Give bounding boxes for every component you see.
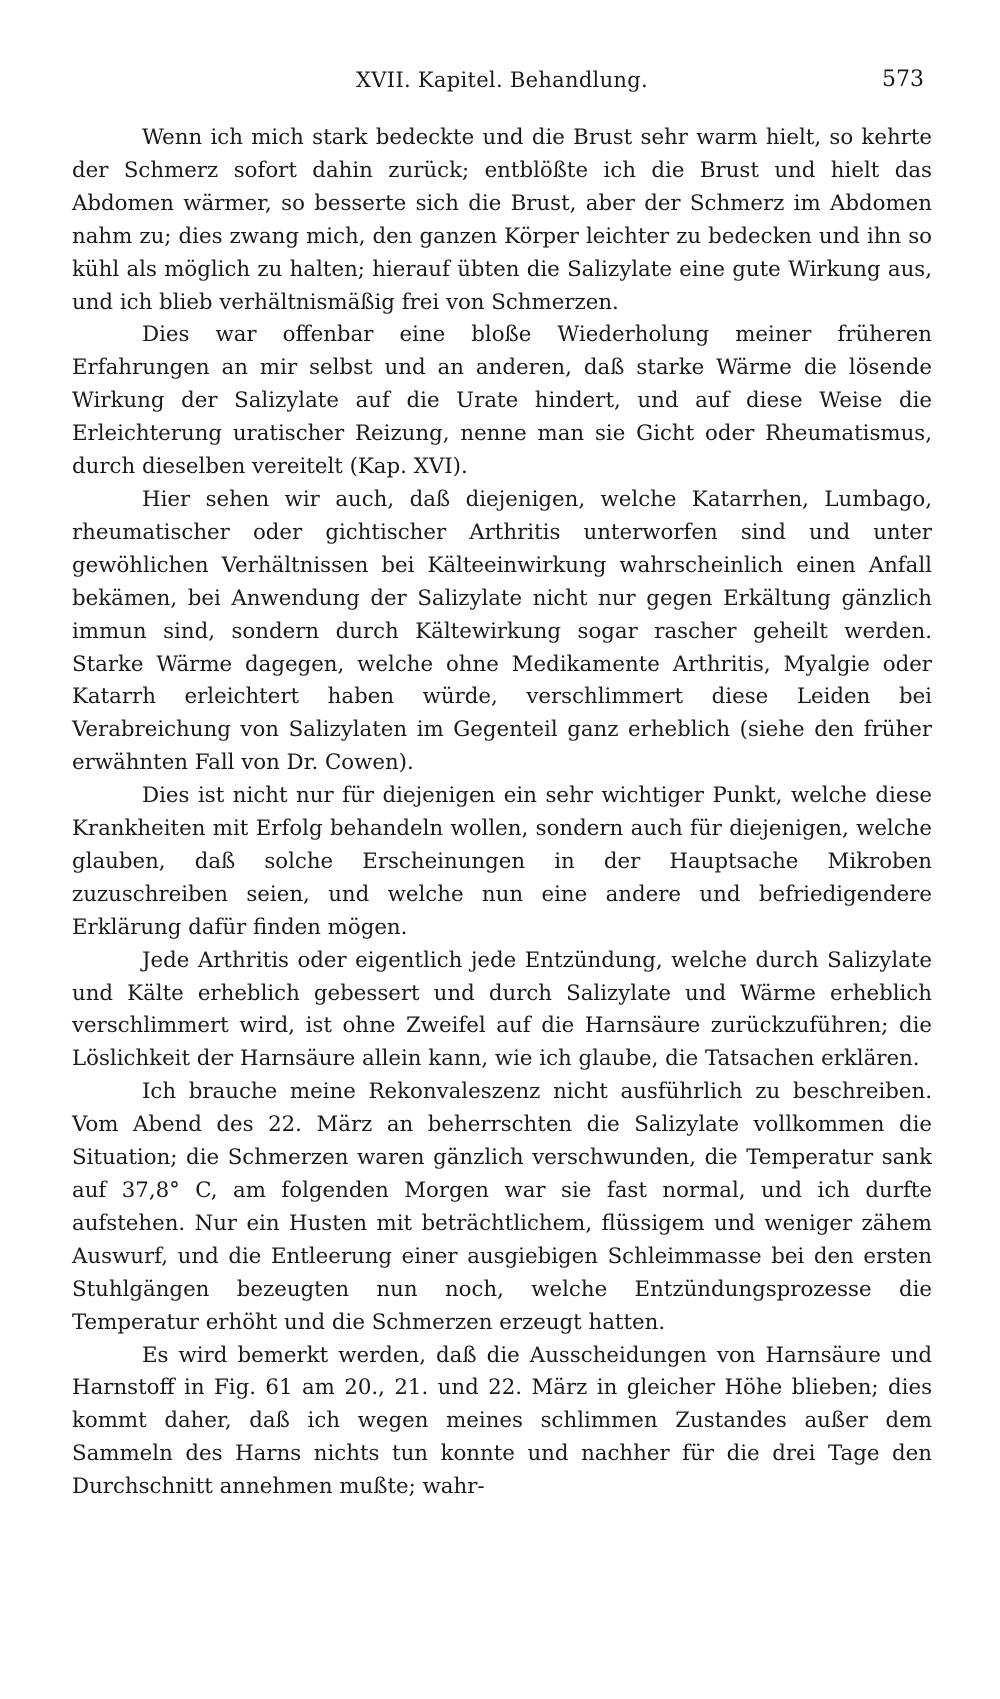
running-head	[72, 62, 932, 98]
paragraph: Es wird bemerkt werden, daß die Ausscheidungen von Harnsäure und Harnstoff in Fig. 61 am 20., 21. und 22. März in gleicher Höhe blieben; dies kommt daher, daß ich wegen meines schlimmen Zustandes außer dem Sammeln des Harns nichts tun konnte und nachher für die drei Tage den Durchschnitt annehmen mußte; wahr-	[72, 1342, 932, 1500]
paragraph: Hier sehen wir auch, daß diejenigen, welche Katarrhen, Lumbago, rheumatischer oder gichtischer Arthritis unterworfen sind und unter gewöhlichen Verhältnissen bei Kälteeinwirkung wahrscheinlich einen Anfall bekämen, bei Anwendung der Salizylate nicht nur gegen Erkältung gänzlich immun sind, sondern durch Kältewirkung sogar rascher geheilt werden. Starke Wärme dagegen, welche ohne Medikamente Arthritis, Myalgie oder Katarrh erleichtert haben würde, verschlimmert diese Leiden bei Verabreichung von Salizylaten im Gegenteil ganz erheblich (siehe den früher erwähnten Fall von Dr. Cowen).	[72, 486, 932, 776]
paragraph: Dies war offenbar eine bloße Wiederholung meiner früheren Erfahrungen an mir selbst und an anderen, daß starke Wärme die lösende Wirkung der Salizylate auf die Urate hindert, und auf diese Weise die Erleichterung uratischer Reizung, nenne man sie Gicht oder Rheumatismus, durch dieselben vereitelt (Kap. XVI).	[72, 322, 932, 480]
paragraph: Jede Arthritis oder eigentlich jede Entzündung, welche durch Salizylate und Kälte erheblich gebessert und durch Salizylate und Wärme erheblich verschlimmert wird, ist ohne Zweifel auf die Harnsäure zurückzuführen; die Löslichkeit der Harnsäure allein kann, wie ich glaube, die Tatsachen erklären.	[72, 947, 932, 1072]
body-text	[72, 122, 932, 1504]
paragraph: Dies ist nicht nur für diejenigen ein sehr wichtiger Punkt, welche diese Krankheiten mit Erfolg behandeln wollen, sondern auch für diejenigen, welche glauben, daß solche Erscheinungen in der Hauptsache Mikroben zuzuschreiben seien, und welche nun eine andere und befriedigendere Erklärung dafür finden mögen.	[72, 783, 932, 940]
page-number: 573	[882, 67, 924, 92]
paragraph: Wenn ich mich stark bedeckte und die Brust sehr warm hielt, so kehrte der Schmerz sofort dahin zurück; entblößte ich die Brust und hielt das Abdomen wärmer, so besserte sich die Brust, aber der Schmerz im Abdomen nahm zu; dies zwang mich, den ganzen Körper leichter zu bedecken und ihn so kühl als möglich zu halten; hierauf übten die Salizylate eine gute Wirkung aus, und ich blieb verhältnismäßig frei von Schmerzen.	[72, 125, 932, 315]
paragraph: Ich brauche meine Rekonvaleszenz nicht ausführlich zu beschreiben. Vom Abend des 22. März an beherrschten die Salizylate vollkommen die Situation; die Schmerzen waren gänzlich verschwunden, die Temperatur sank auf 37,8° C, am folgenden Morgen war sie fast normal, und ich durfte aufstehen. Nur ein Husten mit beträchtlichem, flüssigem und weniger zähem Auswurf, und die Entleerung einer ausgiebigen Schleimmasse bei den ersten Stuhlgängen bezeugten nun noch, welche Entzündungsprozesse die Temperatur erhöht und die Schmerzen erzeugt hatten.	[72, 1079, 932, 1335]
chapter-title: XVII. Kapitel. Behandlung.	[356, 68, 648, 92]
